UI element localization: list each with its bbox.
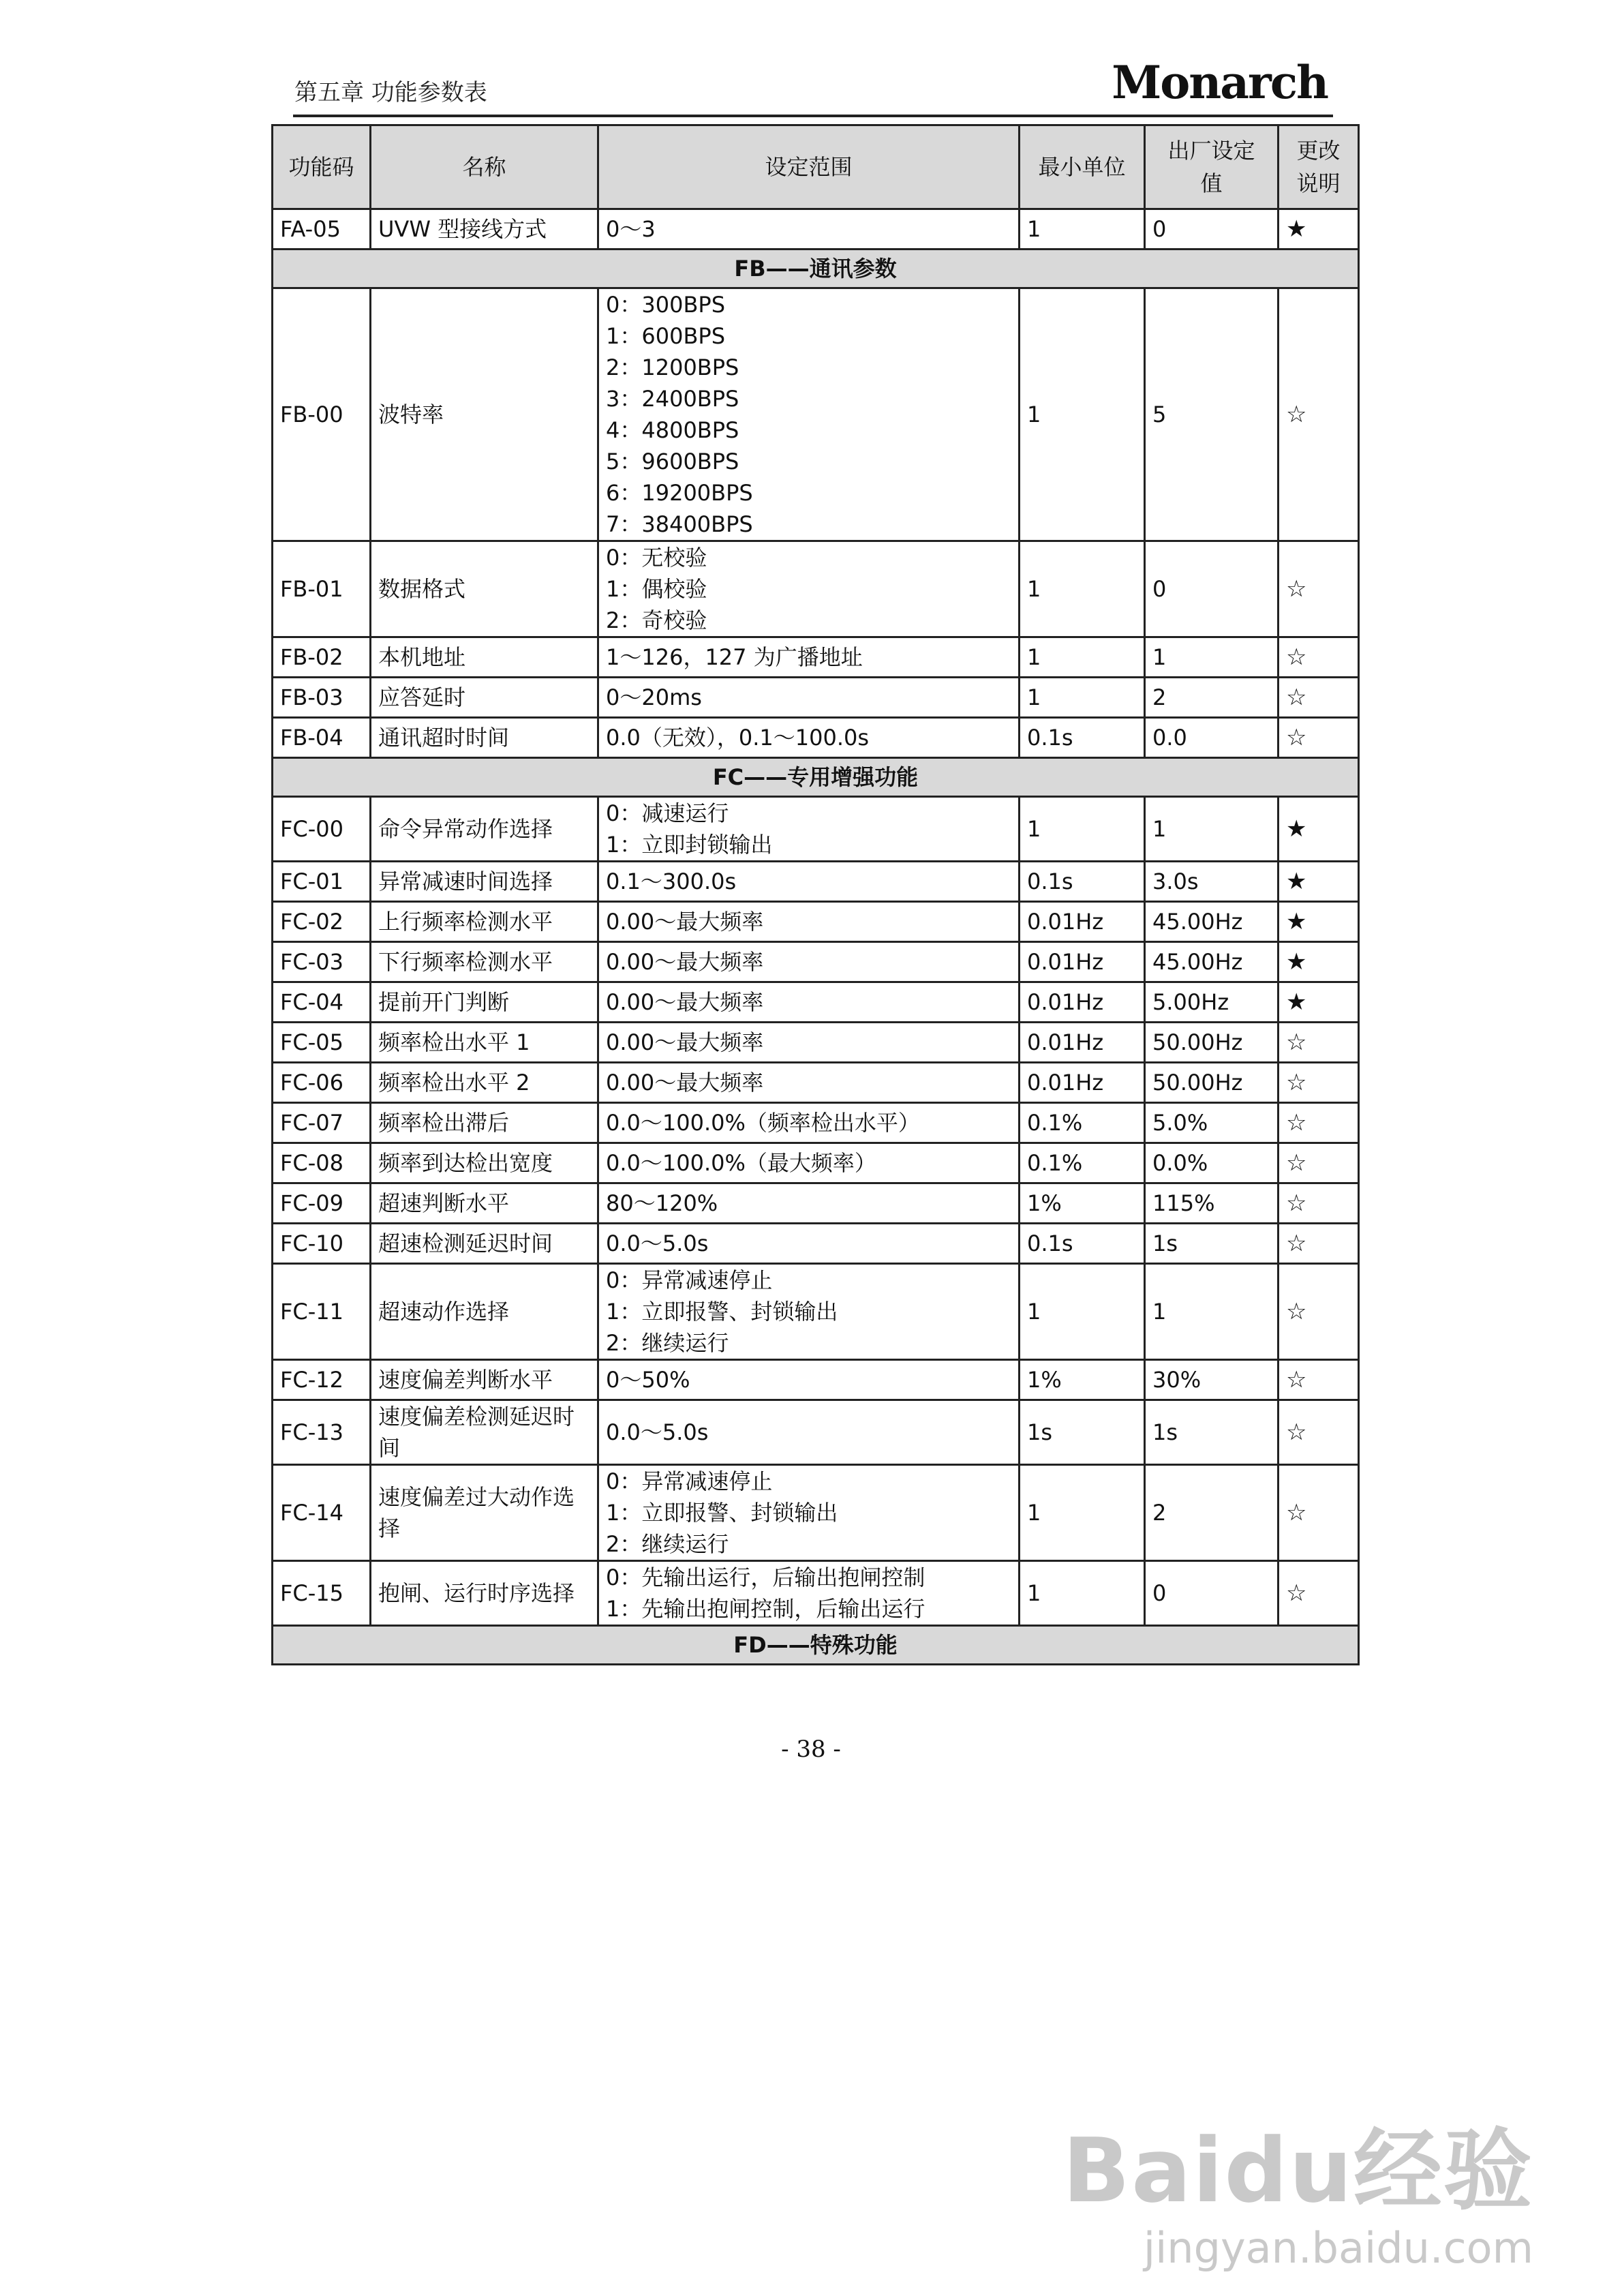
range-line: 6：19200BPS (606, 480, 753, 506)
cell-change: ☆ (1279, 1224, 1359, 1264)
cell-code: FB-03 (273, 678, 371, 718)
cell-range (598, 1143, 1020, 1183)
range-line: 0.0～5.0s (606, 1230, 709, 1256)
cell-unit: 1 (1020, 209, 1145, 250)
section-title: FD——特殊功能 (273, 1626, 1359, 1665)
cell-change: ☆ (1279, 1063, 1359, 1103)
cell-default: 45.00Hz (1145, 902, 1279, 942)
cell-default: 5.0% (1145, 1103, 1279, 1143)
table-row (273, 1224, 1359, 1264)
column-header-default: 出厂设定值 (1145, 125, 1279, 209)
range-line: 7：38400BPS (606, 511, 753, 537)
range-line: 0～50% (606, 1367, 690, 1393)
cell-change: ☆ (1279, 718, 1359, 758)
range-line: 0：300BPS (606, 292, 726, 318)
cell-default: 1s (1145, 1224, 1279, 1264)
cell-code: FA-05 (273, 209, 371, 250)
cell-change: ☆ (1279, 288, 1359, 541)
range-line: 0：异常减速停止 (606, 1468, 773, 1494)
cell-change: ★ (1279, 862, 1359, 902)
column-header-change: 更改说明 (1279, 125, 1359, 209)
cell-change: ☆ (1279, 1400, 1359, 1465)
cell-name: 速度偏差过大动作选择 (371, 1465, 598, 1561)
table-row (273, 718, 1359, 758)
cell-code: FC-12 (273, 1360, 371, 1400)
cell-unit: 1 (1020, 1465, 1145, 1561)
cell-unit: 1 (1020, 797, 1145, 862)
cell-name: 下行频率检测水平 (371, 942, 598, 982)
cell-unit: 0.1% (1020, 1103, 1145, 1143)
table-row (273, 1465, 1359, 1561)
cell-range (598, 982, 1020, 1023)
table-row (273, 1400, 1359, 1465)
range-line: 0～20ms (606, 684, 702, 710)
table-body (273, 209, 1359, 1665)
cell-default: 3.0s (1145, 862, 1279, 902)
table-row (273, 288, 1359, 541)
cell-default: 1 (1145, 637, 1279, 678)
cell-range (598, 637, 1020, 678)
range-line: 1～126，127 为广播地址 (606, 644, 863, 670)
cell-unit: 0.01Hz (1020, 942, 1145, 982)
cell-name: 超速动作选择 (371, 1264, 598, 1360)
table-row (273, 942, 1359, 982)
cell-range (598, 797, 1020, 862)
range-line: 0.0～5.0s (606, 1419, 709, 1445)
cell-name: 频率到达检出宽度 (371, 1143, 598, 1183)
cell-change: ☆ (1279, 1360, 1359, 1400)
cell-code: FB-02 (273, 637, 371, 678)
table-row (273, 541, 1359, 637)
cell-name: 频率检出滞后 (371, 1103, 598, 1143)
cell-unit: 0.1s (1020, 1224, 1145, 1264)
range-line: 2：继续运行 (606, 1330, 729, 1356)
range-line: 1：先输出抱闸控制，后输出运行 (606, 1596, 925, 1622)
range-line: 0.00～最大频率 (606, 949, 764, 975)
cell-name: 速度偏差检测延迟时间 (371, 1400, 598, 1465)
header-rule (293, 115, 1333, 117)
cell-default: 1 (1145, 1264, 1279, 1360)
cell-name: UVW 型接线方式 (371, 209, 598, 250)
cell-change: ☆ (1279, 541, 1359, 637)
cell-default: 2 (1145, 1465, 1279, 1561)
cell-name: 数据格式 (371, 541, 598, 637)
cell-unit: 1 (1020, 678, 1145, 718)
cell-range (598, 1561, 1020, 1626)
chapter-title: 第五章 功能参数表 (294, 79, 487, 106)
brand-logo: Monarch (1112, 56, 1328, 109)
table-row (273, 637, 1359, 678)
cell-range (598, 1023, 1020, 1063)
cell-name: 超速判断水平 (371, 1183, 598, 1224)
range-line: 0.00～最大频率 (606, 1029, 764, 1055)
cell-code: FC-05 (273, 1023, 371, 1063)
table-row (273, 862, 1359, 902)
cell-unit: 0.1% (1020, 1143, 1145, 1183)
cell-name: 超速检测延迟时间 (371, 1224, 598, 1264)
cell-code: FC-09 (273, 1183, 371, 1224)
cell-code: FC-13 (273, 1400, 371, 1465)
column-header-range: 设定范围 (598, 125, 1020, 209)
cell-range (598, 718, 1020, 758)
cell-range (598, 288, 1020, 541)
cell-default: 0 (1145, 1561, 1279, 1626)
cell-code: FC-03 (273, 942, 371, 982)
cell-default: 5.00Hz (1145, 982, 1279, 1023)
cell-range (598, 1103, 1020, 1143)
range-line: 0.0～100.0%（频率检出水平） (606, 1110, 920, 1136)
cell-code: FC-04 (273, 982, 371, 1023)
cell-name: 命令异常动作选择 (371, 797, 598, 862)
cell-unit: 0.1s (1020, 862, 1145, 902)
cell-name: 上行频率检测水平 (371, 902, 598, 942)
column-header-code: 功能码 (273, 125, 371, 209)
cell-name: 应答延时 (371, 678, 598, 718)
cell-code: FC-15 (273, 1561, 371, 1626)
cell-range (598, 1224, 1020, 1264)
cell-unit: 1 (1020, 541, 1145, 637)
cell-range (598, 1465, 1020, 1561)
range-line: 1：偶校验 (606, 576, 707, 602)
range-line: 0.0～100.0%（最大频率） (606, 1150, 876, 1176)
range-line: 80～120% (606, 1190, 718, 1216)
cell-code: FC-00 (273, 797, 371, 862)
table-row (273, 1264, 1359, 1360)
table-row (273, 1063, 1359, 1103)
range-line: 2：奇校验 (606, 607, 707, 633)
cell-default: 0 (1145, 541, 1279, 637)
cell-unit: 1 (1020, 1264, 1145, 1360)
cell-code: FB-04 (273, 718, 371, 758)
cell-name: 速度偏差判断水平 (371, 1360, 598, 1400)
table-row (273, 797, 1359, 862)
cell-default: 5 (1145, 288, 1279, 541)
range-line: 0.00～最大频率 (606, 909, 764, 935)
table-row (273, 1023, 1359, 1063)
range-line: 0：异常减速停止 (606, 1267, 773, 1293)
table-row (273, 1360, 1359, 1400)
cell-code: FC-07 (273, 1103, 371, 1143)
cell-name: 异常减速时间选择 (371, 862, 598, 902)
cell-default: 0.0% (1145, 1143, 1279, 1183)
section-title: FC——专用增强功能 (273, 758, 1359, 797)
cell-range (598, 209, 1020, 250)
cell-name: 波特率 (371, 288, 598, 541)
cell-code: FB-01 (273, 541, 371, 637)
cell-default: 45.00Hz (1145, 942, 1279, 982)
cell-name: 提前开门判断 (371, 982, 598, 1023)
range-line: 1：立即封锁输出 (606, 832, 773, 858)
cell-range (598, 1063, 1020, 1103)
cell-unit: 1s (1020, 1400, 1145, 1465)
range-line: 2：1200BPS (606, 354, 739, 380)
cell-unit: 1% (1020, 1360, 1145, 1400)
cell-unit: 0.01Hz (1020, 1023, 1145, 1063)
cell-default: 50.00Hz (1145, 1023, 1279, 1063)
cell-unit: 1 (1020, 637, 1145, 678)
cell-unit: 0.01Hz (1020, 1063, 1145, 1103)
cell-unit: 1 (1020, 288, 1145, 541)
cell-change: ★ (1279, 902, 1359, 942)
cell-default: 2 (1145, 678, 1279, 718)
cell-change: ★ (1279, 209, 1359, 250)
table-row (273, 1561, 1359, 1626)
range-line: 0：先输出运行，后输出抱闸控制 (606, 1565, 925, 1590)
cell-change: ☆ (1279, 1143, 1359, 1183)
cell-code: FC-08 (273, 1143, 371, 1183)
cell-code: FB-00 (273, 288, 371, 541)
cell-code: FC-02 (273, 902, 371, 942)
cell-change: ☆ (1279, 1465, 1359, 1561)
cell-change: ☆ (1279, 637, 1359, 678)
cell-unit: 1 (1020, 1561, 1145, 1626)
cell-change: ☆ (1279, 1561, 1359, 1626)
cell-range (598, 902, 1020, 942)
cell-name: 通讯超时时间 (371, 718, 598, 758)
parameter-table (271, 124, 1360, 1665)
range-line: 5：9600BPS (606, 449, 739, 474)
cell-range (598, 862, 1020, 902)
cell-change: ☆ (1279, 1183, 1359, 1224)
section-title: FB——通讯参数 (273, 250, 1359, 288)
range-line: 0.00～最大频率 (606, 1070, 764, 1096)
range-line: 2：继续运行 (606, 1531, 729, 1557)
range-line: 0～3 (606, 216, 656, 242)
watermark-main: Baidu经验 (1062, 2119, 1533, 2222)
range-line: 3：2400BPS (606, 386, 739, 412)
cell-unit: 0.01Hz (1020, 902, 1145, 942)
table-row (273, 1103, 1359, 1143)
section-row (273, 758, 1359, 797)
watermark-logo (1062, 2100, 1533, 2273)
cell-range (598, 1183, 1020, 1224)
cell-code: FC-10 (273, 1224, 371, 1264)
range-line: 0：无校验 (606, 545, 707, 571)
cell-range (598, 1360, 1020, 1400)
cell-name: 频率检出水平 2 (371, 1063, 598, 1103)
cell-change: ★ (1279, 982, 1359, 1023)
cell-change: ☆ (1279, 678, 1359, 718)
cell-default: 50.00Hz (1145, 1063, 1279, 1103)
range-line: 0：减速运行 (606, 800, 729, 826)
cell-unit: 1% (1020, 1183, 1145, 1224)
section-row (273, 1626, 1359, 1665)
table-header-row (273, 125, 1359, 209)
table-row (273, 902, 1359, 942)
table-row (273, 1143, 1359, 1183)
cell-name: 本机地址 (371, 637, 598, 678)
column-header-name: 名称 (371, 125, 598, 209)
page-number: - 38 - (781, 1736, 841, 1763)
cell-name: 抱闸、运行时序选择 (371, 1561, 598, 1626)
section-row (273, 250, 1359, 288)
cell-default: 0 (1145, 209, 1279, 250)
cell-code: FC-11 (273, 1264, 371, 1360)
range-line: 0.1～300.0s (606, 868, 737, 894)
cell-name: 频率检出水平 1 (371, 1023, 598, 1063)
range-line: 1：600BPS (606, 323, 726, 349)
cell-range (598, 942, 1020, 982)
table-row (273, 982, 1359, 1023)
range-line: 0.00～最大频率 (606, 989, 764, 1015)
cell-range (598, 1400, 1020, 1465)
cell-change: ☆ (1279, 1023, 1359, 1063)
cell-range (598, 678, 1020, 718)
cell-code: FC-06 (273, 1063, 371, 1103)
cell-unit: 0.01Hz (1020, 982, 1145, 1023)
cell-default: 0.0 (1145, 718, 1279, 758)
table-row (273, 209, 1359, 250)
cell-range (598, 1264, 1020, 1360)
column-header-unit: 最小单位 (1020, 125, 1145, 209)
cell-default: 1 (1145, 797, 1279, 862)
cell-default: 115% (1145, 1183, 1279, 1224)
range-line: 4：4800BPS (606, 417, 739, 443)
cell-default: 30% (1145, 1360, 1279, 1400)
cell-unit: 0.1s (1020, 718, 1145, 758)
table-row (273, 1183, 1359, 1224)
cell-change: ☆ (1279, 1264, 1359, 1360)
range-line: 0.0（无效），0.1～100.0s (606, 725, 870, 751)
cell-change: ★ (1279, 942, 1359, 982)
cell-range (598, 541, 1020, 637)
cell-code: FC-14 (273, 1465, 371, 1561)
table-row (273, 678, 1359, 718)
range-line: 1：立即报警、封锁输出 (606, 1299, 838, 1325)
watermark-url: jingyan.baidu.com (1143, 2223, 1533, 2273)
cell-change: ★ (1279, 797, 1359, 862)
cell-code: FC-01 (273, 862, 371, 902)
cell-change: ☆ (1279, 1103, 1359, 1143)
range-line: 1：立即报警、封锁输出 (606, 1500, 838, 1526)
cell-default: 1s (1145, 1400, 1279, 1465)
